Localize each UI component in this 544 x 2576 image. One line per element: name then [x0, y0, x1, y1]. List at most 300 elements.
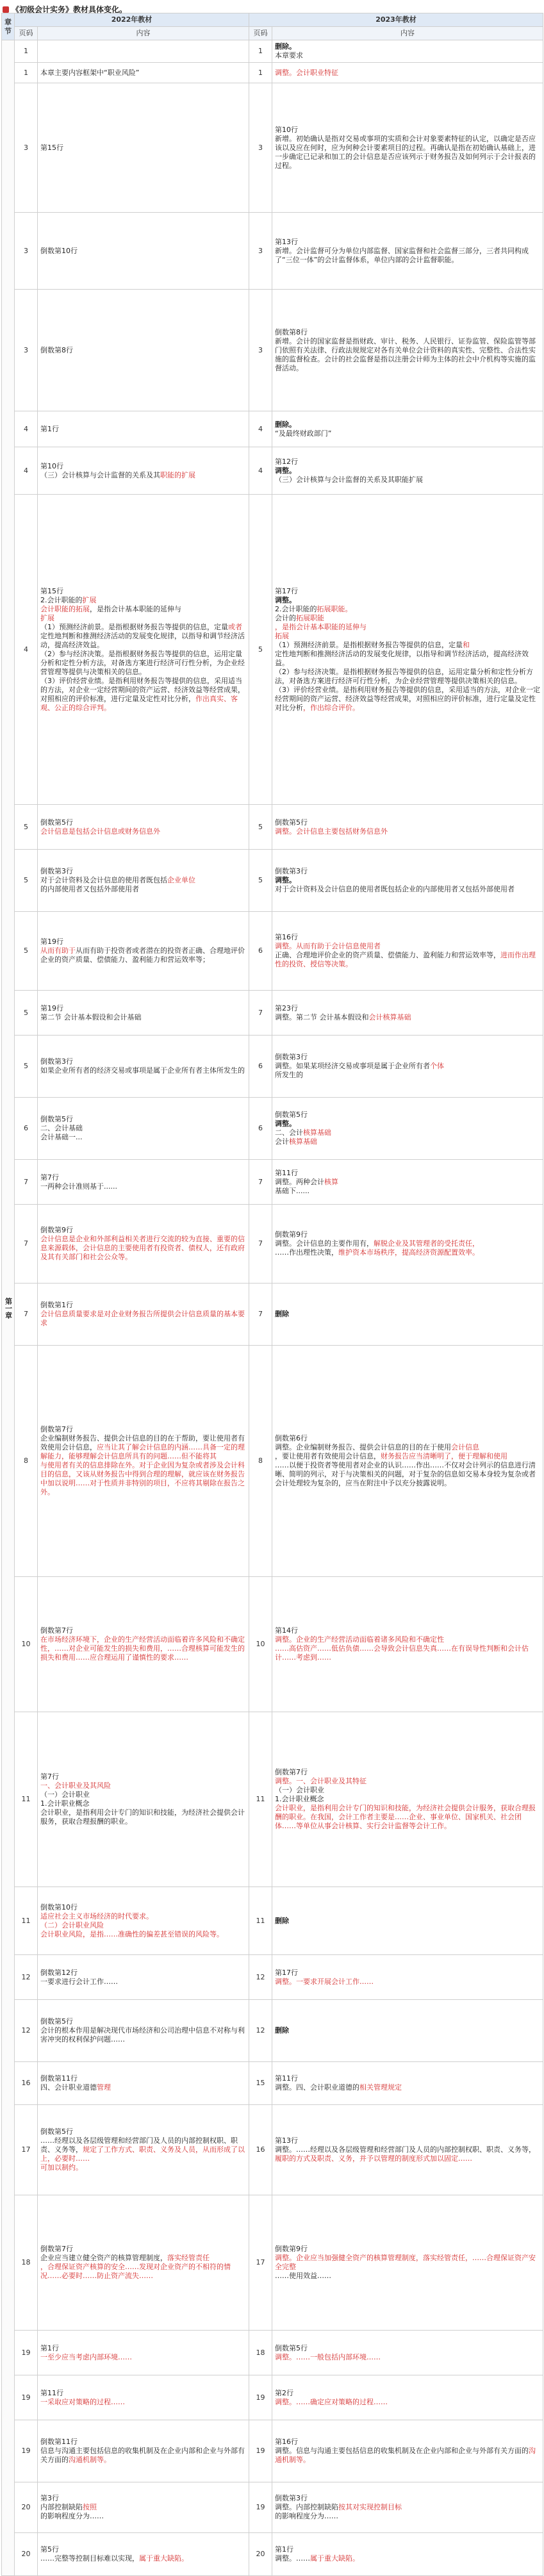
- old-content-line: [40, 946, 246, 964]
- new-content-line: [275, 2245, 540, 2254]
- old-content-line: [40, 1977, 246, 1986]
- old-content-cell: [38, 1577, 249, 1712]
- old-content-segment: 会计的根本作用是解决现代市场经济和公司治理中信息不对称与利害冲突的权利保护问题……: [40, 2026, 245, 2043]
- new-content-segment: 所发生的: [275, 1071, 303, 1079]
- old-content-line: [40, 1133, 246, 1142]
- old-content-segment: 倒数第11行: [40, 2438, 78, 2446]
- old-content-segment: ……经理以及各层级管理和经营部门及人员的内部控制权职、职责、义务等，: [40, 2136, 238, 2154]
- table-row: [2, 1205, 543, 1284]
- new-content-segment: 二、会计: [275, 1128, 303, 1137]
- new-content-segment: 倒数第3行: [275, 2494, 308, 2502]
- old-content-segment: 第1行: [40, 2343, 59, 2352]
- new-page-cell: 4: [249, 411, 272, 447]
- new-content-segment: 新增。会计监督可分为单位内部监督、国家监督和社会监督三部分，三者共同构成了“三位一体”的会计监督体系，单位内部的会计监督职能。: [275, 246, 529, 264]
- subheader-row: [2, 27, 543, 40]
- new-page-cell: 12: [249, 1955, 272, 2000]
- old-content-line: [40, 614, 246, 623]
- old-content-segment: 应当让其了解会计信息的内涵……具备一定的理解能力，能够理解会计信息所具有的问题……但不能将其: [40, 1443, 245, 1460]
- new-content-segment: 调整。……确定应对策略的过程……: [275, 2397, 388, 2406]
- old-content-cell: [38, 83, 249, 213]
- old-content-segment: 会计基础一...: [40, 1133, 83, 1141]
- old-content-segment: 倒数第5行: [40, 2017, 73, 2026]
- old-content-line: [40, 1434, 246, 1461]
- old-content-segment: 倒数第7行: [40, 2245, 73, 2253]
- new-content-segment: 倒数第7行: [275, 1768, 308, 1776]
- old-content-segment: （1）预测经济前景。是指根据财务报告等提供的信息，定量: [40, 622, 228, 631]
- old-content-line: [40, 2512, 246, 2521]
- old-page-cell: 19: [15, 2420, 38, 2482]
- new-content-line: [275, 247, 540, 265]
- new-page-cell: 10: [249, 1577, 272, 1712]
- new-page-cell: 7: [249, 1160, 272, 1205]
- old-content-line: [40, 1004, 246, 1013]
- new-content-line: [275, 1239, 540, 1248]
- new-content-segment: 第16行: [275, 933, 298, 941]
- old-content-line: [40, 2026, 246, 2044]
- old-page-cell: 4: [15, 447, 38, 495]
- new-content-cell: [272, 2062, 543, 2105]
- old-page-cell: 16: [15, 2062, 38, 2105]
- old-page-cell: 10: [15, 1577, 38, 1712]
- old-content-line: [40, 2254, 246, 2263]
- new-content-segment: 调整。如果某项经济交易或事项是属于企业所有者: [275, 1062, 430, 1070]
- new-content-line: [275, 2026, 540, 2035]
- old-content-cell: [38, 2105, 249, 2195]
- new-page-cell: 7: [249, 1205, 272, 1284]
- table-row: [2, 83, 543, 213]
- new-content-segment: 删除。: [275, 420, 296, 429]
- old-content-line: [40, 1921, 246, 1930]
- old-content-line: [40, 2503, 246, 2512]
- old-page-cell: 7: [15, 1284, 38, 1346]
- table-row: [2, 2195, 543, 2331]
- new-content-segment: 对于会计资料及会计信息的使用者既包括企业的内部使用者又包括外部使用者: [275, 885, 515, 893]
- old-content-line: [40, 1013, 246, 1022]
- old-content-line: [40, 471, 246, 480]
- old-content-line: [40, 2083, 246, 2092]
- new-page-cell: 12: [249, 2000, 272, 2062]
- new-page-cell: 7: [249, 1284, 272, 1346]
- new-content-segment: ……高估资产……低估负债……会导致会计信息失真……在有误导性判断和会计估计……考虑到……: [275, 1644, 529, 1662]
- old-page-cell: 20: [15, 2482, 38, 2533]
- new-content-line: [275, 1969, 540, 1977]
- new-content-segment: （3）评价经营业绩。是指利用财务报告等提供的信息，采用适当的方法，对企业一定经营期间的资产运营、经济效益等经营成果，对照相应的评价标准，进行定量及定性对比分析: [275, 685, 540, 712]
- old-content-cell: [38, 1346, 249, 1577]
- new-content-segment: 和: [463, 640, 470, 649]
- new-content-segment: 第11行: [275, 1168, 298, 1177]
- new-content-line: [275, 466, 540, 475]
- old-content-segment: 第7行: [40, 1772, 59, 1781]
- old-content-segment: 第19行: [40, 1003, 63, 1012]
- old-page-cell: 1: [15, 40, 38, 63]
- old-content-cell: [38, 63, 249, 83]
- old-content-line: [40, 605, 246, 614]
- new-content-line: [275, 1128, 540, 1137]
- old-content-cell: [38, 213, 249, 290]
- new-content-segment: 删除: [275, 1310, 289, 1318]
- old-content-line: [40, 632, 246, 650]
- old-content-cell: [38, 912, 249, 991]
- new-content-line: [275, 1635, 540, 1644]
- old-content-segment: 一、会计职业及其风险: [40, 1781, 111, 1790]
- old-content-segment: 四、会计职业道德: [40, 2083, 97, 2092]
- new-content-segment: 调整。: [275, 1119, 296, 1128]
- new-content-segment: 拓展职能: [296, 613, 324, 622]
- old-content-line: [40, 1903, 246, 1912]
- new-content-segment: 调整。企业应当加强健全资产的核算管理制度，落实经管责任，……合理保证资产安全完整: [275, 2254, 536, 2271]
- new-content-line: [275, 818, 540, 827]
- old-content-segment: 1.会计职业概念: [40, 1799, 90, 1808]
- new-content-segment: 2.会计职能的: [275, 604, 317, 613]
- old-content-segment: 倒数第7行: [40, 1626, 73, 1635]
- old-content-segment: 作出真实、客观、公正的综合评判。: [40, 694, 238, 712]
- old-content-segment: 一至少应当考虑内部环境……: [40, 2352, 132, 2361]
- old-content-line: [40, 1626, 246, 1635]
- new-content-line: [275, 126, 540, 135]
- old-content-line: [40, 1182, 246, 1191]
- table-row: [2, 2375, 543, 2420]
- new-content-cell: [272, 1036, 543, 1098]
- table-row: [2, 1955, 543, 2000]
- old-page-cell: 5: [15, 805, 38, 850]
- new-content-segment: ……作出理性决策，: [275, 1248, 338, 1257]
- old-content-segment: 如果企业所有者的经济交易或事项是属于企业所有者主体所发生的: [40, 1066, 245, 1075]
- table-row: [2, 1284, 543, 1346]
- old-content-line: [40, 1310, 246, 1328]
- old-content-cell: [38, 411, 249, 447]
- old-content-segment: 扩展: [82, 595, 97, 604]
- new-content-segment: 调整。两种会计: [275, 1177, 324, 1186]
- new-content-cell: [272, 2482, 543, 2533]
- old-page-cell: 5: [15, 850, 38, 912]
- new-content-segment: （一）会计职业: [275, 1786, 324, 1794]
- old-content-segment: 会计信息质量要求是对企业财务报告所提供会计信息质量的基本要求: [40, 1310, 245, 1327]
- new-content-cell: [272, 2000, 543, 2062]
- new-content-cell: [272, 1098, 543, 1160]
- table-row: [2, 2105, 543, 2195]
- old-content-segment: 第15行: [40, 143, 63, 152]
- old-content-line: [40, 2127, 246, 2136]
- table-row: [2, 991, 543, 1036]
- table-row: [2, 2331, 543, 2375]
- new-content-segment: 第14行: [275, 1626, 298, 1635]
- new-content-cell: [272, 447, 543, 495]
- old-page-cell: 5: [15, 1036, 38, 1098]
- new-content-segment: “及最终财政部门”: [275, 429, 332, 438]
- old-content-line: [40, 1790, 246, 1799]
- old-content-cell: [38, 2482, 249, 2533]
- new-content-cell: [272, 1160, 543, 1205]
- new-content-segment: 调整。企业的生产经营活动面临着诸多风险和不确定性: [275, 1635, 444, 1644]
- old-content-line: [40, 2344, 246, 2353]
- old-content-segment: 会计职业，是指利用会计专门的知识和技能，为经济社会提供会计服务，获取合理报酬的职业。: [40, 1808, 245, 1826]
- new-content-segment: 调整。会计信息主要包括财务信息外: [275, 827, 388, 836]
- new-content-segment: 财务报告应当清晰明了，便于理解和使用: [381, 1452, 507, 1460]
- new-content-line: [275, 1626, 540, 1635]
- new-content-segment: ……使用效益……: [275, 2272, 331, 2280]
- old-content-segment: （二）会计职业风险: [40, 1920, 104, 1929]
- new-page-cell: 8: [249, 1346, 272, 1577]
- old-content-line: [40, 1115, 246, 1124]
- table-row: [2, 2062, 543, 2105]
- old-content-line: [40, 867, 246, 876]
- old-content-segment: 第19行: [40, 937, 63, 946]
- new-content-segment: 倒数第3行: [275, 867, 308, 875]
- new-content-segment: 删除: [275, 2026, 289, 2035]
- old-content-line: [40, 2438, 246, 2447]
- new-content-line: [275, 2494, 540, 2503]
- old-content-segment: 一要求进行会计工作……: [40, 1977, 118, 1986]
- old-page-cell: 4: [15, 411, 38, 447]
- old-content-segment: 企业应当建立健全资产的核算管理制度，: [40, 2254, 167, 2262]
- new-content-segment: 调整。第二节 会计基本假设和: [275, 1012, 369, 1021]
- comparison-table: [1, 13, 543, 2576]
- new-content-line: [275, 1443, 540, 1452]
- new-page-cell: 1: [249, 63, 272, 83]
- new-content-line: [275, 2512, 540, 2521]
- new-edition-header: 2023年教材: [249, 13, 543, 27]
- new-page-cell: 6: [249, 912, 272, 991]
- old-content-line: [40, 2245, 246, 2254]
- old-content-segment: （一）会计职业: [40, 1790, 90, 1799]
- new-page-cell: 17: [249, 2195, 272, 2331]
- new-content-line: [275, 2344, 540, 2353]
- old-content-line: [40, 2398, 246, 2407]
- old-content-segment: 第11行: [40, 2388, 63, 2397]
- old-content-segment: 的影响程度分为……: [40, 2512, 104, 2520]
- old-content-segment: 管理: [97, 2083, 111, 2092]
- old-content-segment: 倒数第5行: [40, 2127, 73, 2136]
- old-content-segment: 第3行: [40, 2494, 59, 2502]
- new-content-segment: 调整。: [275, 466, 296, 475]
- new-content-segment: 解脱企业及其管理者的受托责任，: [374, 1239, 479, 1248]
- new-content-segment: 相关管理规定: [359, 2083, 402, 2092]
- old-content-cell: [38, 1887, 249, 1955]
- new-content-cell: [272, 850, 543, 912]
- new-page-header: 页码: [249, 27, 272, 40]
- new-content-segment: 正确、合理地评价企业的资产质量、偿债能力、盈利能力和营运效率等，: [275, 951, 500, 959]
- old-content-line: [40, 1912, 246, 1921]
- new-content-segment: 倒数第3行: [275, 1053, 308, 1061]
- new-page-cell: 1: [249, 40, 272, 63]
- old-page-cell: 19: [15, 2331, 38, 2375]
- new-content-segment: 倒数第5行: [275, 1110, 308, 1119]
- new-content-segment: 调整。会计职业特征: [275, 68, 338, 77]
- new-content-line: [275, 475, 540, 484]
- new-content-line: [275, 2447, 540, 2465]
- old-content-line: [40, 2163, 246, 2172]
- new-content-cell: [272, 805, 543, 850]
- page-title-text: 《初级会计实务》教材具体变化。: [12, 5, 128, 14]
- new-content-line: [275, 69, 540, 78]
- new-content-segment: 本章要求: [275, 51, 303, 60]
- new-content-segment: 删除。: [275, 42, 296, 51]
- new-content-cell: [272, 83, 543, 213]
- new-content-line: [275, 42, 540, 51]
- new-content-line: [275, 2136, 540, 2145]
- new-page-cell: 11: [249, 1887, 272, 1955]
- new-content-line: [275, 2083, 540, 2092]
- old-content-cell: [38, 1712, 249, 1887]
- new-content-segment: 维护资本市场秩序，提高经济资源配置效率。: [338, 1248, 479, 1257]
- old-content-segment: 内部控制缺陷: [40, 2503, 83, 2511]
- new-content-segment: ，要让使用者有效使用会计信息，: [275, 1452, 381, 1460]
- new-content-line: [275, 238, 540, 247]
- new-page-cell: 3: [249, 213, 272, 290]
- new-content-line: [275, 2272, 540, 2281]
- old-content-segment: 定性地判断和推测经济活动的发展变化规律，以指导和调节经济活动，提高经济效益。: [40, 631, 245, 649]
- new-content-cell: [272, 213, 543, 290]
- new-content-line: [275, 337, 540, 373]
- new-content-line: [275, 951, 540, 969]
- table-row: [2, 1036, 543, 1098]
- new-content-segment: ，是指会计基本职能的延伸与: [275, 622, 367, 631]
- table-row: [2, 1160, 543, 1205]
- new-content-segment: 1.会计职业概念: [275, 1795, 324, 1803]
- new-content-line: [275, 429, 540, 438]
- old-content-line: [40, 1772, 246, 1781]
- new-content-line: [275, 458, 540, 466]
- table-row: [2, 1346, 543, 1577]
- new-content-line: [275, 1461, 540, 1488]
- old-content-segment: 第15行: [40, 586, 63, 595]
- new-content-segment: 属于重大缺陷。: [310, 2554, 359, 2563]
- table-row: [2, 411, 543, 447]
- new-content-cell: [272, 2331, 543, 2375]
- new-content-segment: 新增。会计的国家监督是指财政、审计、税务、人民银行、证券监管、保险监管等部门依照有关法律、行政法规规定对各有关单位会计资料的真实性、完整性、合法性实施的监督检查。会计的社会监督是指以注册会计师为主体的社会中介机构等实施的监督活动。: [275, 336, 536, 372]
- new-content-line: [275, 933, 540, 942]
- new-page-cell: 18: [249, 2331, 272, 2375]
- old-content-line: [40, 1124, 246, 1133]
- old-content-segment: 二、会计基础: [40, 1124, 83, 1132]
- new-content-segment: （1）预测经济前景。是指根据财务报告等提供的信息，定量: [275, 640, 463, 649]
- old-content-segment: （2）参与经济决策。是指根据财务报告等提供的信息，运用定量分析和定性分析方法，对备选方案进行经济可行性分析，为企业经营管理等提供与决策相关的信息。: [40, 649, 245, 676]
- new-content-segment: 第17行: [275, 1968, 298, 1977]
- new-content-segment: 定性地判断和推测经济活动的发展变化规律，以指导和调节经济活动，提高经济效益。: [275, 649, 529, 667]
- new-content-segment: 个体: [430, 1062, 444, 1070]
- old-content-line: [40, 1425, 246, 1434]
- old-content-line: [40, 1226, 246, 1235]
- new-content-cell: [272, 1712, 543, 1887]
- old-content-line: [40, 1301, 246, 1310]
- new-content-line: [275, 2353, 540, 2362]
- new-page-cell: 4: [249, 447, 272, 495]
- new-content-segment: 核算: [324, 1177, 338, 1186]
- new-content-line: [275, 1452, 540, 1461]
- new-content-segment: 拓展: [275, 631, 289, 640]
- old-content-line: [40, 2494, 246, 2503]
- new-content-line: [275, 668, 540, 686]
- old-content-segment: 可加以制约。: [40, 2163, 83, 2172]
- old-content-segment: 职能的扩展: [160, 470, 195, 479]
- table-row: [2, 1098, 543, 1160]
- new-page-cell: 19: [249, 2420, 272, 2482]
- old-content-segment: 倒数第7行: [40, 1425, 73, 1433]
- new-content-segment: 倒数第6行: [275, 1434, 308, 1442]
- table-row: [2, 850, 543, 912]
- new-content-cell: [272, 495, 543, 805]
- old-edition-header: 2022年教材: [15, 13, 249, 27]
- new-content-cell: [272, 2533, 543, 2576]
- new-content-segment: 调整。一要求开展会计工作……: [275, 1977, 374, 1986]
- new-page-cell: 5: [249, 850, 272, 912]
- old-content-segment: 倒数第12行: [40, 1968, 78, 1977]
- table-row: [2, 63, 543, 83]
- new-content-segment: 调整。从而有助于会计信息使用者: [275, 942, 381, 950]
- old-content-line: [40, 2447, 246, 2465]
- old-content-segment: 企业单位: [167, 876, 195, 884]
- new-content-line: [275, 942, 540, 951]
- old-content-segment: 企业编制财务报告、提供会计信息的目的在于帮助，要让使用者有效使用会计信息，: [40, 1434, 245, 1451]
- new-content-segment: 基础下......: [275, 1186, 309, 1195]
- new-content-line: [275, 328, 540, 337]
- old-content-segment: 对于会计资料及会计信息的使用者既包括: [40, 876, 167, 884]
- new-page-cell: 5: [249, 805, 272, 850]
- new-content-line: [275, 51, 540, 60]
- new-content-segment: 调整。企业编制财务报告、提供会计信息的目的在于使用: [275, 1443, 451, 1451]
- old-content-line: [40, 937, 246, 946]
- old-content-segment: 落实经管责任: [167, 2254, 210, 2262]
- old-content-line: [40, 346, 246, 355]
- table-body: [2, 40, 543, 2576]
- old-content-segment: 会计职业风险，是指……准确性的偏差甚至错误的风险等。: [40, 1929, 224, 1938]
- new-content-segment: 第10行: [275, 125, 298, 134]
- table-row: [2, 1577, 543, 1712]
- new-content-segment: 调整。: [275, 595, 296, 604]
- new-page-cell: 6: [249, 1098, 272, 1160]
- new-content-cell: [272, 2420, 543, 2482]
- old-content-line: [40, 1635, 246, 1662]
- new-content-segment: 进而作出理性的投资、授信等决策。: [275, 951, 536, 968]
- old-content-segment: 倒数第5行: [40, 818, 73, 827]
- old-content-segment: 扩展: [40, 613, 54, 622]
- new-content-line: [275, 2503, 540, 2512]
- old-content-cell: [38, 991, 249, 1036]
- old-content-line: [40, 818, 246, 827]
- new-content-line: [275, 2398, 540, 2407]
- new-content-line: [275, 1917, 540, 1926]
- new-content-line: [275, 867, 540, 876]
- new-content-cell: [272, 411, 543, 447]
- old-content-line: [40, 596, 246, 605]
- old-content-cell: [38, 805, 249, 850]
- new-content-segment: 倒数第8行: [275, 327, 308, 336]
- new-content-line: [275, 876, 540, 885]
- new-content-segment: 会计信息: [451, 1443, 479, 1451]
- old-page-cell: 17: [15, 2105, 38, 2195]
- table-row: [2, 2533, 543, 2576]
- old-content-line: [40, 1799, 246, 1808]
- new-content-line: [275, 1178, 540, 1187]
- old-content-line: [40, 587, 246, 596]
- old-content-segment: 与使用者有关的信息排除在外。对于企业因为复杂或者涉及会计科目的信息，又该从财务报告中得到合理的理解，就应该在财务报告中加以说明……对于性质并非特别的项目，不应将其剔除在报告之外。: [40, 1461, 245, 1496]
- new-page-cell: 20: [249, 2533, 272, 2576]
- new-content-line: [275, 686, 540, 713]
- old-page-cell: 5: [15, 912, 38, 991]
- new-content-segment: 新增。初始确认是指对交易或事项的实质和会计对象要素特征的认定，以确定是否应该以及应在何时，应为何种会计要素项目的过程。再确认是指在初始确认基础上，进一步确定已记录和加工的会计信息是否应该列示于财务报告及如何列示于会计报表的过程。: [275, 134, 536, 170]
- new-content-line: [275, 1230, 540, 1239]
- old-content-line: [40, 1066, 246, 1075]
- old-content-cell: [38, 1036, 249, 1098]
- old-content-line: [40, 623, 246, 632]
- new-content-line: [275, 632, 540, 641]
- old-page-cell: 6: [15, 1098, 38, 1160]
- old-content-line: [40, 2074, 246, 2083]
- old-page-cell: 7: [15, 1205, 38, 1284]
- new-content-line: [275, 1137, 540, 1146]
- new-content-segment: 会计: [275, 1137, 289, 1146]
- new-content-line: [275, 2545, 540, 2554]
